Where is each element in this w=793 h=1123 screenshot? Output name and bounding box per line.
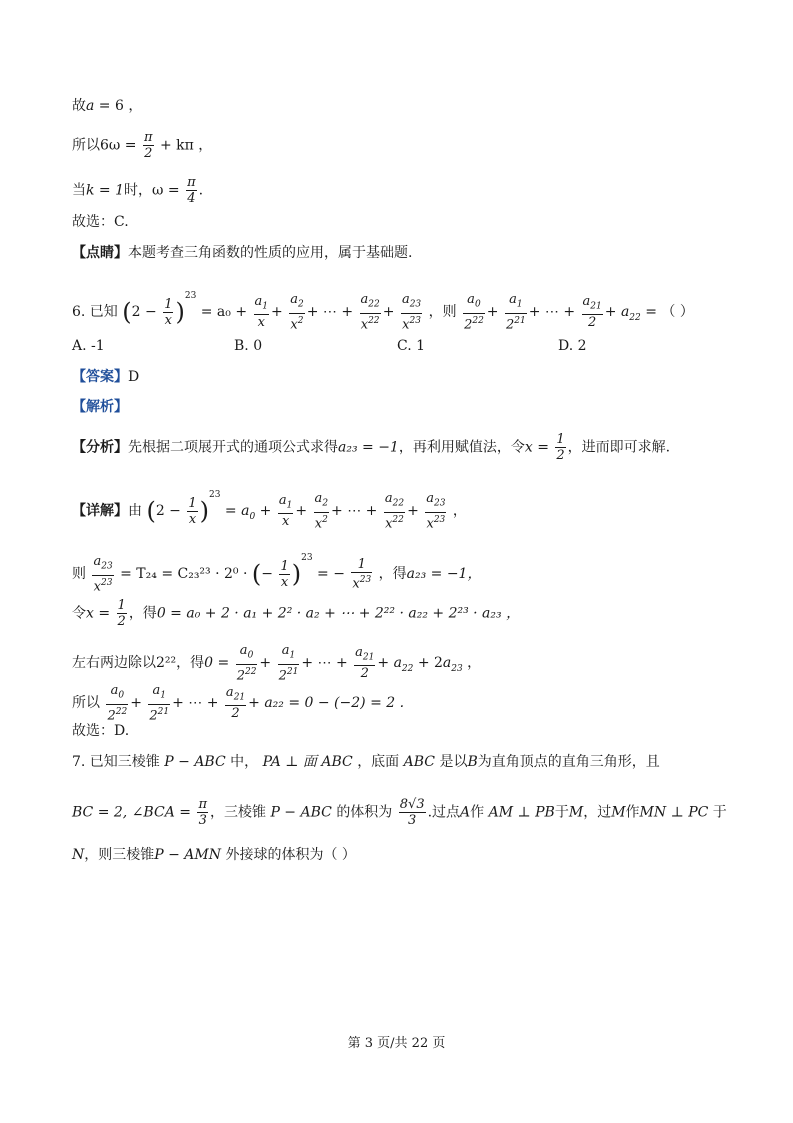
den: x — [257, 315, 265, 331]
math: A — [460, 804, 471, 821]
frac-a1-2-21 — [278, 643, 300, 683]
line-step4: 所以 $\frac{a_0}{2^{22}}$ + $\frac{a_1}{2^{21}}$ + ⋯ + $\frac{a_{21}}{2}$ + a₂₂ = 0 − (−2) = 2 . — [72, 683, 405, 723]
line-dang-k — [72, 175, 203, 206]
frac-a22-x22 — [360, 292, 381, 332]
math: MN ⊥ PC — [639, 804, 709, 821]
frac-1-2 — [117, 598, 127, 629]
paren-open: ( — [251, 560, 262, 588]
num: $a_1$ — [278, 493, 294, 515]
text: ，得 — [128, 605, 157, 622]
paren-open: ( — [146, 497, 156, 525]
num: 8√3 — [399, 797, 425, 812]
math: M — [611, 804, 626, 821]
frac-1-x — [187, 496, 197, 527]
num: π — [143, 130, 153, 145]
num: $a_1$ — [505, 292, 527, 314]
page-footer: 第 3 页/共 22 页 — [347, 1036, 446, 1051]
num: 1 — [188, 495, 197, 511]
math: BC = 2, ∠BCA = — [72, 804, 191, 821]
math: AM ⊥ PB — [488, 804, 555, 821]
math: x = — [86, 605, 111, 622]
frac-a23-x23 — [401, 292, 422, 332]
text: 的体积为 — [336, 804, 393, 821]
text: 于 — [712, 804, 727, 821]
den: $x^{22}$ — [360, 315, 380, 332]
fraction-pi-4 — [186, 175, 197, 206]
den: $x^{22}$ — [385, 514, 404, 531]
den: $2^{22}$ — [464, 315, 484, 332]
math: + a₂₂ = 0 − (−2) = 2 . — [248, 694, 405, 711]
option-a: A. -1 — [72, 338, 105, 354]
frac-a0-2-22 — [106, 683, 128, 723]
text: 故 — [72, 98, 86, 114]
frac-a21-2 — [582, 294, 603, 331]
math: a₂₃ = −1 — [338, 439, 399, 456]
frac-a21-2 — [225, 685, 246, 722]
text: = 6 ， — [94, 98, 143, 114]
num: $a_{21}$ — [225, 685, 246, 707]
num: 1 — [117, 598, 126, 613]
text: 本题考查三角函数的性质的应用，属于基础题. — [128, 245, 413, 261]
num: $a_1$ — [148, 683, 170, 705]
den: x — [280, 574, 289, 590]
text: 作 — [470, 804, 485, 821]
text: . — [198, 182, 204, 199]
num: π — [187, 175, 196, 190]
num: $a_{22}$ — [360, 292, 381, 314]
exponent: 23 — [301, 553, 313, 563]
text: ，得 — [176, 654, 205, 671]
tag-analysis: 【解析】 — [72, 399, 128, 415]
math: $a_{22}$ — [620, 304, 641, 323]
math: P − ABC — [270, 804, 332, 821]
question-7-row2 — [72, 797, 727, 828]
line-step3: 左右两边除以2²²，得0 = $\frac{a_0}{2^{22}}$ + $\frac{a_1}{2^{21}}$ + ⋯ + $\frac{a_{21}}{2}$ + $a_{22} + 2a_{23}$ ， — [72, 643, 482, 683]
math: = T₂₄ = C₂₃²³ · 2⁰ · — [120, 566, 248, 582]
frac-a1-x — [254, 294, 270, 331]
frac-a0-2-22 — [236, 643, 258, 683]
num: 1 — [280, 558, 289, 574]
fraction-pi-2 — [143, 130, 154, 161]
line-step1: 则 $\frac{a_{23}}{x^{23}}$ = T₂₄ = C₂₃²³ · 2⁰ · (− $\frac{1}{x}$ )$^{23}$ = − $\frac{1}{x^{23}}$ ，得a₂₃ = −1， — [72, 553, 482, 594]
math: 2 − — [131, 304, 157, 320]
text: 为直角顶点的直角三角形，且 — [477, 754, 660, 770]
num: $a_{22}$ — [384, 491, 405, 513]
den: 2 — [588, 315, 597, 331]
text: 令 — [72, 605, 86, 622]
text: 由 — [128, 503, 142, 519]
math: x = — [524, 439, 549, 456]
num: $a_1$ — [254, 294, 270, 316]
den: 3 — [408, 813, 417, 828]
num: $a_0$ — [236, 643, 258, 665]
den: $x^{23}$ — [93, 577, 113, 594]
frac-a22-x22 — [384, 491, 405, 531]
frac-a1-2-21 — [148, 683, 170, 723]
line-xiangjie: 【详解】由 (2 − $\frac{1}{x}$ )$^{23} = a_0$ + $\frac{a_1}{x}$ + $\frac{a_2}{x^2}$ + ⋯ + $\frac{a_{22}}{x^{22}}$ + $\frac{a_{23}}{x^{23}}$ ， — [72, 490, 467, 531]
math: + kπ ， — [159, 137, 213, 154]
line-dianjing — [72, 243, 412, 263]
text: ，则三棱锥 — [84, 847, 155, 863]
var-a: a — [86, 98, 95, 114]
math: ABC — [403, 754, 436, 770]
frac-a2-x2 — [289, 292, 305, 332]
num: $a_0$ — [106, 683, 128, 705]
text: ，再利用赋值法，令 — [398, 439, 525, 456]
option-d: D. 2 — [558, 338, 587, 354]
line-step2 — [72, 598, 520, 629]
line-fenxi — [72, 432, 670, 463]
frac-pi-3 — [197, 797, 208, 828]
den: $x^{23}$ — [426, 514, 446, 531]
frac-a21-2 — [354, 645, 375, 682]
den: $x^2$ — [314, 514, 328, 531]
num: 1 — [351, 557, 372, 573]
den: $x^{23}$ — [352, 574, 372, 592]
line-choice-c: 故选：C. — [72, 214, 129, 230]
math: = a₀ + — [200, 304, 248, 320]
q6-label: 6. 已知 — [72, 304, 118, 320]
den: x — [164, 312, 172, 328]
paren-open: ( — [122, 298, 132, 326]
frac-a0-2-22 — [463, 292, 485, 332]
text: ，过 — [583, 804, 612, 821]
frac-a23-x23 — [92, 554, 113, 594]
math: 2²² — [156, 654, 177, 671]
text: ，底面 — [357, 754, 400, 770]
text: .过点 — [427, 804, 461, 821]
text: 作 — [625, 804, 640, 821]
tag-fenxi: 【分析】 — [72, 439, 128, 456]
num: $a_2$ — [314, 491, 330, 513]
text: 则 — [72, 566, 86, 582]
den: 2 — [231, 706, 240, 722]
den: $x^2$ — [290, 315, 304, 332]
den: 3 — [198, 813, 207, 828]
option-c: C. 1 — [397, 338, 426, 354]
math: PA ⊥ 面 ABC — [262, 754, 353, 770]
line-choice-d: 故选：D. — [72, 723, 130, 739]
num: $a_{23}$ — [92, 554, 113, 576]
frac-a23-x23 — [425, 491, 446, 531]
num: 1 — [556, 432, 565, 447]
frac-volume — [399, 797, 426, 828]
text: 7. 已知三棱锥 — [72, 754, 160, 770]
frac-1-2 — [555, 432, 565, 463]
den: x — [281, 514, 290, 530]
line-suoyi-omega — [72, 130, 212, 161]
math: M — [568, 804, 584, 821]
math: k = 1 — [86, 182, 125, 199]
math: 0 = — [204, 654, 230, 671]
frac-1-x — [279, 559, 289, 590]
tag-answer: 【答案】 — [72, 369, 128, 385]
text: 于 — [554, 804, 569, 821]
math: 6ω = — [100, 137, 137, 154]
option-b: B. 0 — [234, 338, 263, 354]
frac-1-x23 — [351, 557, 372, 591]
text: ，得 — [378, 566, 407, 582]
math: B — [467, 754, 478, 770]
den: 2 — [360, 666, 369, 682]
text: 时， — [124, 182, 153, 199]
text: 外接球的体积为（ ） — [225, 847, 356, 863]
text: 中， — [230, 754, 259, 770]
question-6: 6. 已知 (2 − $\frac{1}{x}$ )$^{23}$ = a₀ + $\frac{a_1}{x}$ + $\frac{a_2}{x^2}$ + ⋯ + $\frac{a_{22}}{x^{22}}$ + $\frac{a_{23}}{x^{23}}$ ，则 $\frac{a_0}{2^{22}}$ + $\frac{a_1}{2^{21}}$ + ⋯ + $\frac{a_{21}}{2}$ + $a_{22}$ = （ ） — [72, 291, 694, 332]
frac-a1-2-21 — [505, 292, 527, 332]
text: 是以 — [439, 754, 468, 770]
num: $a_{21}$ — [582, 294, 603, 316]
math: ω = — [152, 182, 180, 199]
den: 2 — [117, 614, 126, 629]
den: $2^{21}$ — [149, 706, 170, 723]
text: 当 — [72, 182, 86, 199]
text: 所以 — [72, 694, 100, 711]
tag-dianjing: 【点睛】 — [72, 245, 128, 261]
den: $2^{21}$ — [278, 666, 299, 683]
text: ，进而即可求解. — [567, 439, 671, 456]
answer-line — [72, 367, 139, 387]
text: = （ ） — [645, 304, 694, 320]
den: $2^{21}$ — [505, 315, 526, 332]
question-7-row3 — [72, 845, 356, 865]
num: $a_1$ — [278, 643, 300, 665]
text: 所以 — [72, 137, 100, 154]
paren-close: ) — [175, 298, 185, 326]
den: $2^{22}$ — [107, 706, 128, 723]
exponent: 23 — [184, 291, 197, 301]
paren-close: ) — [291, 560, 302, 588]
frac-a1-x — [278, 493, 294, 530]
text: ，则 — [428, 304, 457, 320]
den: x — [188, 511, 197, 527]
num: $a_2$ — [289, 292, 305, 314]
den: 2 — [144, 146, 153, 161]
question-7-row1 — [72, 752, 660, 772]
math: a₂₃ = −1， — [406, 566, 482, 582]
den: 2 — [556, 448, 565, 463]
num: $a_0$ — [463, 292, 485, 314]
text: 先根据二项展开式的通项公式求得 — [128, 439, 338, 456]
num: $a_{23}$ — [425, 491, 446, 513]
den: $2^{22}$ — [236, 666, 257, 683]
fraction-1-x — [163, 297, 173, 328]
text: ，三棱锥 — [209, 804, 266, 821]
den: $x^{23}$ — [402, 315, 421, 332]
math: P − AMN — [154, 847, 221, 863]
tag-xiangjie: 【详解】 — [72, 503, 128, 519]
num: 1 — [164, 296, 173, 312]
den: 4 — [187, 191, 196, 206]
frac-a2-x2 — [314, 491, 330, 531]
num: $a_{21}$ — [354, 645, 375, 667]
math: N — [72, 847, 85, 863]
line-gu-a — [72, 96, 142, 116]
text: 左右两边除以 — [72, 654, 156, 671]
math: 0 = a₀ + 2 · a₁ + 2² · a₂ + ⋯ + 2²² · a₂₂ + 2²³ · a₂₃ ， — [156, 605, 521, 622]
math: P − ABC — [164, 754, 226, 770]
num: π — [198, 797, 207, 812]
exponent: 23 — [209, 490, 221, 500]
answer-value: D — [128, 369, 140, 385]
paren-close: ) — [199, 497, 210, 525]
num: $a_{23}$ — [401, 292, 422, 314]
